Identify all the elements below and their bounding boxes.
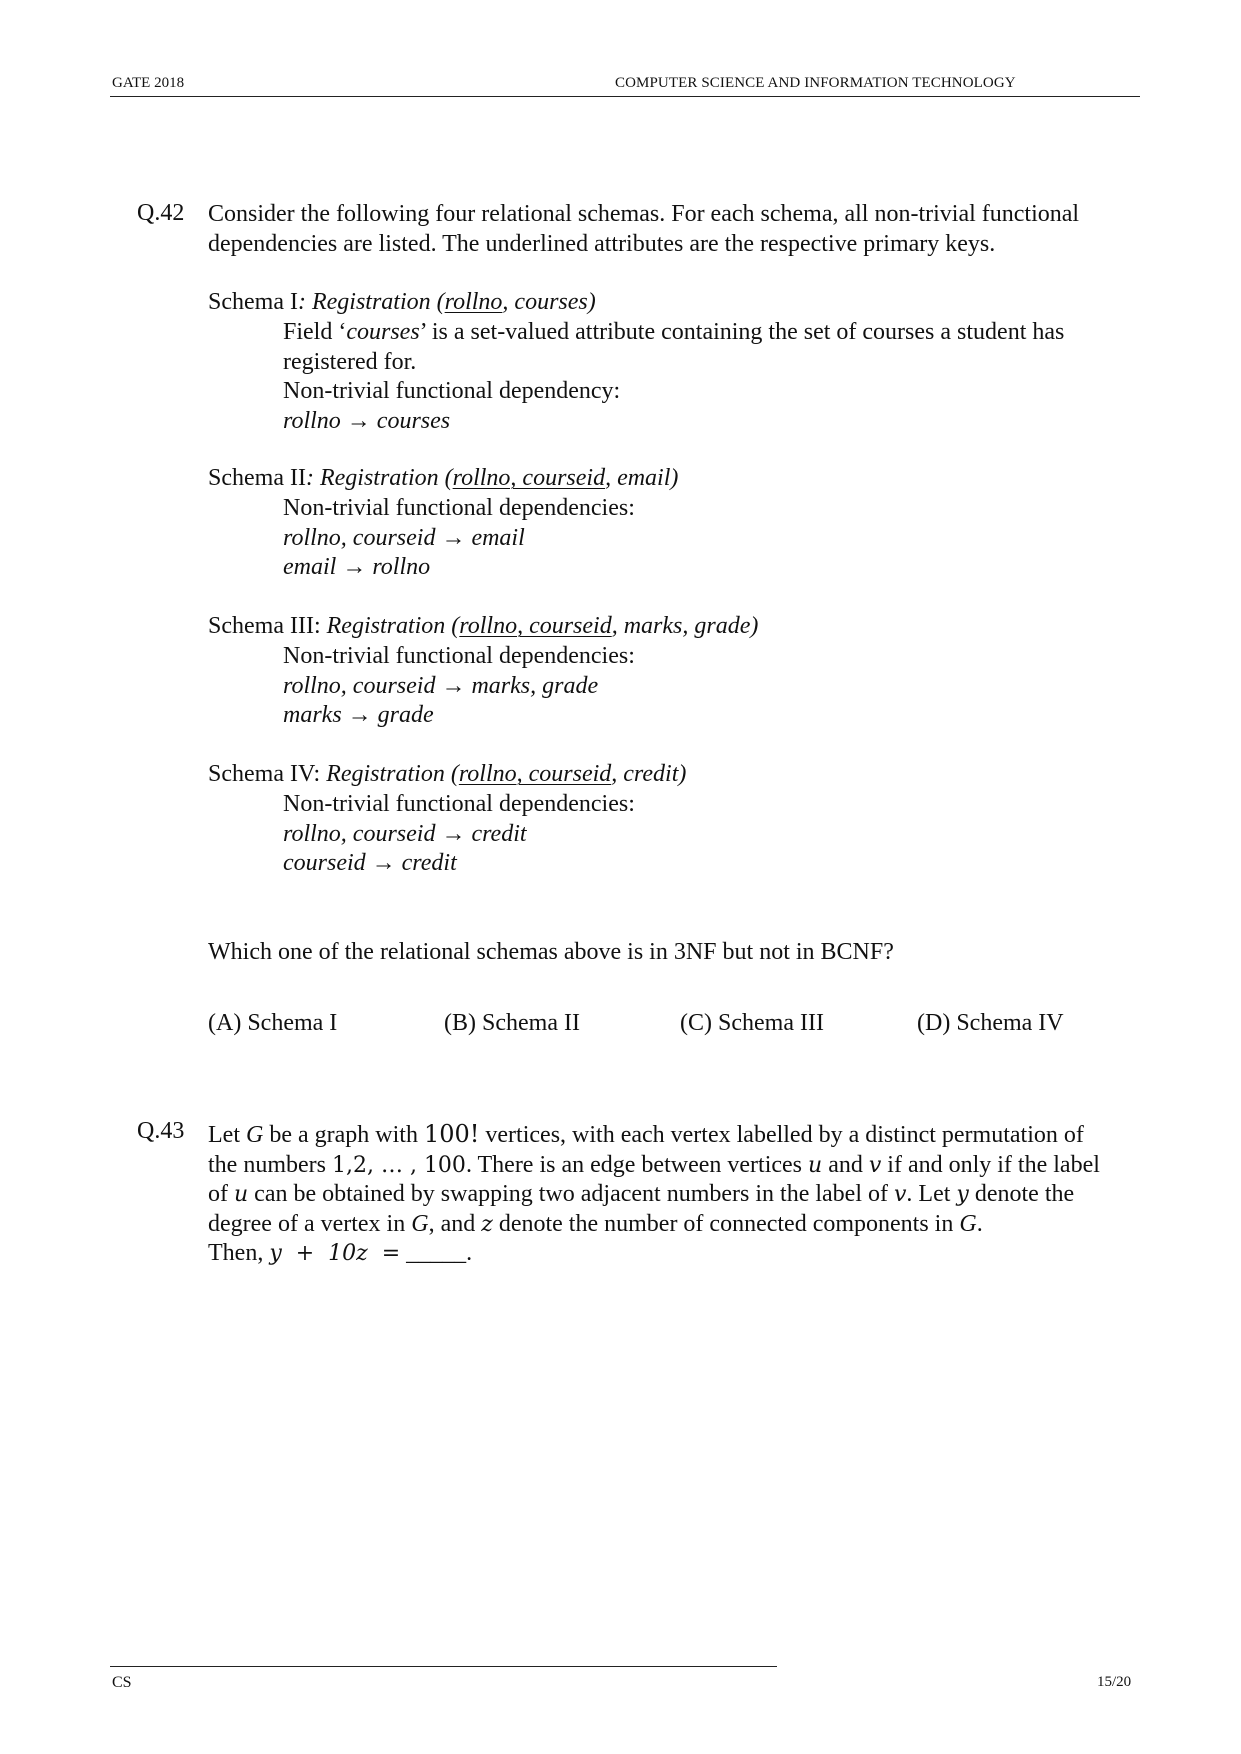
- schema4-fd2: [283, 849, 635, 879]
- q43-l3-b: can be obtained by swapping two adjacent numbers in the label of: [248, 1181, 894, 1207]
- schema2-relation: Registration (: [313, 465, 453, 491]
- q43-line4: [208, 1210, 1138, 1240]
- q43-expression: y + 10z =: [269, 1241, 401, 1266]
- q43-line1: [208, 1120, 1138, 1151]
- q43-l1-G: G: [245, 1122, 264, 1148]
- schema2-details: [283, 494, 635, 583]
- q43-body: [208, 1120, 1138, 1269]
- q42-option-a: (A) Schema I: [208, 1010, 338, 1036]
- schema2-primary-key: rollno, courseid: [452, 465, 606, 491]
- arrow-icon: →: [441, 672, 466, 699]
- q43-l1-b: be a graph with: [263, 1122, 424, 1148]
- header-exam-name: GATE 2018: [112, 75, 185, 91]
- q43-l4-z: z: [481, 1211, 493, 1237]
- q43-line3: [208, 1180, 1138, 1210]
- q42-number: Q.42: [137, 200, 185, 226]
- q43-l4-a: degree of a vertex in: [208, 1210, 412, 1237]
- schema3-fd2: [283, 701, 635, 731]
- q42-intro-line1: Consider the following four relational schemas. For each schema, all non-trivial functional: [208, 201, 1080, 227]
- schema1-fd1: [283, 407, 1064, 437]
- schema4-relation-rest: , credit): [611, 761, 687, 787]
- q43-l4-G2: G: [959, 1210, 977, 1237]
- schema4-colon: :: [313, 761, 327, 787]
- q43-l5-end: .: [466, 1240, 473, 1266]
- schema4-fd1-rhs: credit: [471, 820, 527, 847]
- q43-l3-a: of: [208, 1181, 234, 1207]
- q43-factorial: 100!: [423, 1120, 480, 1148]
- schema3-colon: :: [313, 613, 327, 639]
- schema4-fd2-rhs: credit: [401, 850, 457, 876]
- q42-option-c: (C) Schema III: [680, 1010, 824, 1036]
- schema1-field-note: [283, 318, 1064, 348]
- schema3-fd-heading: Non-trivial functional dependencies:: [283, 643, 635, 669]
- q43-l3-c: . Let: [906, 1181, 957, 1207]
- schema2-label: Schema II: [208, 465, 306, 491]
- q43-line5: [208, 1239, 1138, 1269]
- schema3-primary-key: rollno, courseid: [459, 613, 612, 639]
- schema1-primary-key: rollno: [444, 289, 503, 315]
- schema3-fd2-rhs: grade: [377, 702, 434, 728]
- header-divider: [110, 96, 1140, 97]
- schema3-fd1-rhs: marks, grade: [471, 672, 599, 699]
- q42-option-d: (D) Schema IV: [917, 1010, 1064, 1036]
- footer-page-number: 15/20: [1097, 1674, 1132, 1690]
- q43-answer-blank: _____: [406, 1240, 467, 1266]
- schema1-relation-rest: , courses): [502, 289, 596, 315]
- q42-intro: [208, 200, 1079, 259]
- schema1-fd1-rhs: courses: [376, 407, 451, 434]
- schema2-fd1-rhs: email: [471, 524, 525, 551]
- q43-l4-c: denote the number of connected components in: [492, 1210, 960, 1237]
- arrow-icon: →: [347, 702, 372, 728]
- schema1-field-pre: Field ‘: [283, 319, 347, 345]
- q43-l4-b: , and: [428, 1210, 482, 1237]
- q43-l3-y: y: [956, 1182, 969, 1207]
- schema2-fd2-lhs: email: [283, 554, 337, 580]
- schema3-fd2-lhs: marks: [283, 702, 342, 728]
- schema4-fd2-lhs: courseid: [283, 850, 366, 876]
- schema3-label: Schema III: [208, 613, 314, 639]
- q43-l1-c: vertices, with each vertex labelled by a distinct permutation of: [479, 1122, 1084, 1148]
- q43-l3-v: v: [893, 1182, 907, 1207]
- schema1-field-note-line2: registered for.: [283, 348, 417, 375]
- q43-l2-u: u: [808, 1152, 823, 1178]
- q43-l5-a: Then,: [208, 1240, 270, 1266]
- schema4-fd-heading: Non-trivial functional dependencies:: [283, 791, 635, 817]
- q43-l3-d: denote the: [968, 1181, 1075, 1207]
- schema2-colon: :: [305, 465, 314, 491]
- schema2-fd1-lhs: rollno, courseid: [283, 524, 436, 551]
- schema1-fd1-lhs: rollno: [283, 407, 341, 434]
- schema1-field-word: courses: [346, 319, 420, 345]
- schema2-fd1: [283, 524, 635, 554]
- schema3-fd1-lhs: rollno, courseid: [283, 672, 436, 699]
- schema3-title: [208, 612, 758, 642]
- arrow-icon: →: [346, 407, 371, 434]
- schema1-colon: :: [297, 289, 306, 315]
- footer-divider: [110, 1666, 777, 1667]
- schema4-title: [208, 760, 686, 790]
- q43-l3-u: u: [234, 1182, 249, 1207]
- schema1-field-post: ’ is a set-valued attribute containing the set of courses a student has: [419, 319, 1065, 345]
- footer-paper-code: CS: [112, 1674, 132, 1691]
- arrow-icon: →: [342, 554, 367, 580]
- schema1-details: [283, 318, 1064, 436]
- schema3-relation-rest: , marks, grade): [611, 613, 759, 639]
- q43-l2-b: . There is an edge between vertices: [465, 1151, 809, 1178]
- q43-l2-d: if and only if the label: [881, 1151, 1100, 1178]
- q43-l4-d: .: [976, 1210, 983, 1237]
- q43-line2: [208, 1151, 1138, 1181]
- q43-numbers: 1,2, … , 100: [331, 1152, 466, 1178]
- q43-number: Q.43: [137, 1118, 185, 1144]
- schema2-title: [208, 464, 678, 494]
- schema4-details: [283, 790, 635, 879]
- schema2-relation-rest: , email): [605, 465, 679, 491]
- arrow-icon: →: [441, 820, 466, 847]
- q42-intro-line2: dependencies are listed. The underlined attributes are the respective primary keys.: [208, 230, 996, 257]
- schema1-relation: Registration (: [305, 289, 445, 315]
- header-subject: COMPUTER SCIENCE AND INFORMATION TECHNOLOGY: [615, 75, 1016, 91]
- arrow-icon: →: [371, 850, 396, 876]
- schema2-fd2: [283, 553, 635, 583]
- q43-l2-v: v: [868, 1152, 882, 1178]
- schema2-fd2-rhs: rollno: [372, 554, 431, 580]
- schema3-details: [283, 642, 635, 731]
- schema3-fd1: [283, 672, 635, 702]
- schema1-fd-heading: Non-trivial functional dependency:: [283, 378, 621, 404]
- schema1-label: Schema I: [208, 289, 298, 315]
- schema1-title: [208, 288, 596, 318]
- schema2-fd-heading: Non-trivial functional dependencies:: [283, 495, 635, 521]
- q42-option-b: (B) Schema II: [444, 1010, 580, 1036]
- q43-l2-a: the numbers: [208, 1151, 332, 1178]
- schema4-relation: Registration (: [326, 761, 459, 787]
- schema4-fd1-lhs: rollno, courseid: [283, 820, 436, 847]
- q43-l4-G: G: [411, 1210, 429, 1237]
- arrow-icon: →: [441, 524, 466, 551]
- schema3-relation: Registration (: [326, 613, 460, 639]
- schema4-primary-key: rollno, courseid: [458, 761, 612, 787]
- q43-l1-a: Let: [208, 1122, 246, 1148]
- q43-l2-c: and: [822, 1151, 869, 1178]
- q42-question: Which one of the relational schemas above is in 3NF but not in BCNF?: [208, 939, 894, 965]
- schema4-fd1: [283, 820, 635, 850]
- schema4-label: Schema IV: [208, 761, 314, 787]
